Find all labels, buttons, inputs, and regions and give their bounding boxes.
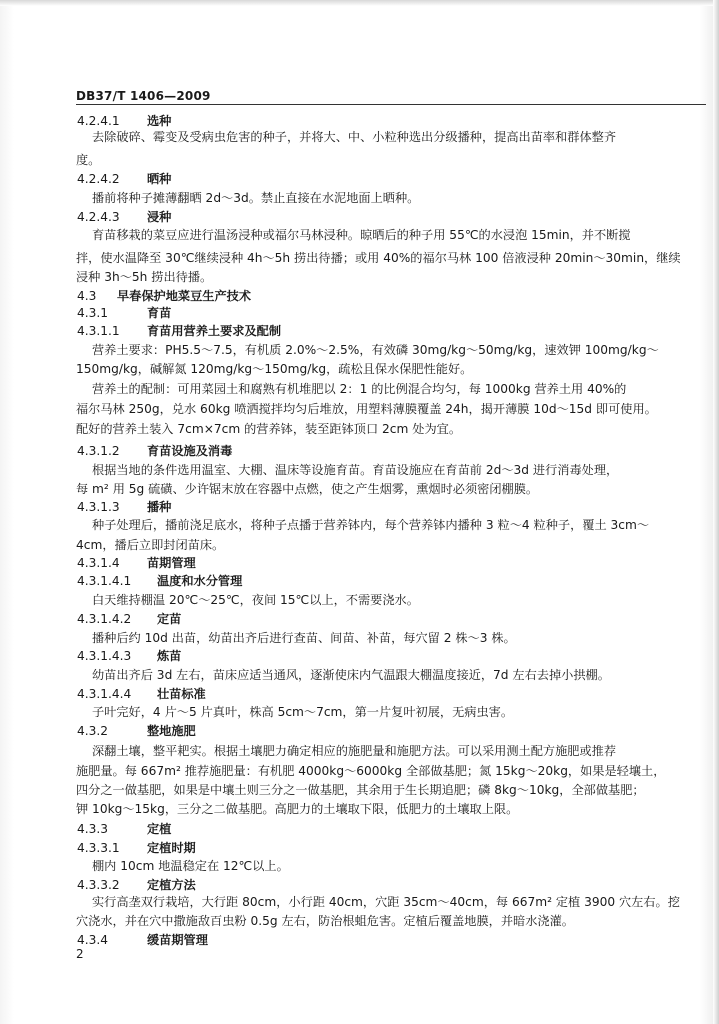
section-heading [77, 288, 251, 304]
section-heading [77, 555, 196, 571]
section-title: 温度和水分管理 [157, 574, 243, 588]
header-rule [76, 104, 706, 105]
paragraph-line: 实行高垄双行栽培，大行距 80cm，小行距 40cm，穴距 35cm～40cm，每 667m² 定植 3900 穴左右。挖 [92, 895, 680, 909]
scan-edge [713, 0, 719, 1024]
section-title: 整地施肥 [147, 724, 196, 738]
section-title: 定植时期 [147, 841, 196, 855]
paragraph-continuation: 浸种 3h～5h 捞出待播。 [76, 270, 213, 284]
section-heading [77, 171, 171, 187]
paragraph-line: 子叶完好，4 片～5 片真叶，株高 5cm～7cm，第一片复叶初展，无病虫害。 [92, 705, 514, 719]
section-number: 4.3.3.2 [77, 878, 120, 892]
paragraph-line: 营养土的配制：可用菜园土和腐熟有机堆肥以 2：1 的比例混合均匀，每 1000kg 营养土用 40%的 [92, 382, 627, 396]
paragraph-continuation: 拌，使水温降至 30℃继续浸种 4h～5h 捞出待播；或用 40%的福尔马林 100 倍液浸种 20min～30min，继续 [76, 251, 681, 265]
paragraph-continuation: 施肥量。每 667m² 推荐施肥量：有机肥 4000kg～6000kg 全部做基肥；氮 15kg～20kg，如果是轻壤土， [76, 764, 666, 778]
paragraph-line: 去除破碎、霉变及受病虫危害的种子，并将大、中、小粒种选出分级播种，提高出苗率和群体整齐 [92, 130, 617, 144]
standard-code: DB37/T 1406—2009 [76, 89, 211, 103]
section-heading [77, 573, 242, 589]
paragraph-continuation: 钾 10kg～15kg，三分之二做基肥。高肥力的土壤取下限，低肥力的土壤取上限。 [76, 802, 519, 816]
section-heading [77, 305, 171, 321]
section-heading [77, 113, 171, 129]
paragraph-line: 育苗移栽的菜豆应进行温汤浸种或福尔马林浸种。晾晒后的种子用 55℃的水浸泡 15min，并不断搅 [92, 228, 631, 242]
section-title: 定植方法 [147, 878, 196, 892]
paragraph-continuation: 150mg/kg，碱解氮 120mg/kg～150mg/kg，疏松且保水保肥性能好。 [76, 362, 473, 376]
section-number: 4.2.4.1 [77, 114, 120, 128]
section-title: 早春保护地菜豆生产技术 [117, 289, 252, 303]
paragraph-line: 营养土要求：PH5.5～7.5，有机质 2.0%～2.5%，有效磷 30mg/kg～50mg/kg，速效钾 100mg/kg～ [92, 343, 659, 357]
section-number: 4.3.1 [77, 306, 109, 320]
section-number: 4.3.3 [77, 822, 109, 836]
section-title: 育苗 [147, 306, 172, 320]
section-number: 4.3 [77, 289, 97, 303]
paragraph-continuation: 每 m² 用 5g 硫磺、少许锯末放在容器中点燃，使之产生烟雾，熏烟时必须密闭棚膜。 [76, 482, 539, 496]
paragraph-continuation: 穴浇水，并在穴中撒施敌百虫粉 0.5g 左右，防治根蛆危害。定植后覆盖地膜，并暗水浇灌。 [76, 914, 574, 928]
paragraph-continuation: 四分之一做基肥，如果是中壤土则三分之一做基肥，其余用于生长期追肥；磷 8kg～10kg，全部做基肥； [76, 783, 645, 797]
paragraph-line: 种子处理后，播前浇足底水，将种子点播于营养钵内，每个营养钵内播种 3 粒～4 粒种子，覆土 3cm～ [92, 518, 650, 532]
paragraph-continuation: 配好的营养土装入 7cm×7cm 的营养钵，装至距钵顶口 2cm 处为宜。 [76, 422, 462, 436]
page-number: 2 [76, 947, 84, 961]
section-title: 壮苗标准 [157, 687, 206, 701]
paragraph-line: 播种后约 10d 出苗，幼苗出齐后进行查苗、间苗、补苗，每穴留 2 株～3 株。 [92, 631, 516, 645]
paragraph-continuation: 福尔马林 250g，兑水 60kg 喷洒搅拌均匀后堆放，用塑料薄膜覆盖 24h，揭开薄膜 10d～15d 即可使用。 [76, 402, 657, 416]
section-number: 4.2.4.3 [77, 210, 120, 224]
paragraph-line: 白天维持棚温 20℃～25℃，夜间 15℃以上，不需要浇水。 [92, 593, 419, 607]
section-title: 选种 [147, 114, 172, 128]
section-heading [77, 443, 232, 459]
section-heading [77, 821, 171, 837]
section-heading [77, 648, 181, 664]
section-title: 定植 [147, 822, 172, 836]
section-number: 4.3.4 [77, 933, 109, 947]
paragraph-line: 播前将种子摊薄翻晒 2d～3d。禁止直接在水泥地面上晒种。 [92, 191, 420, 205]
section-title: 缓苗期管理 [147, 933, 208, 947]
section-heading [77, 611, 181, 627]
section-number: 4.3.1.1 [77, 324, 120, 338]
section-heading [77, 499, 171, 515]
paragraph-line: 深翻土壤，整平耙实。根据土壤肥力确定相应的施肥量和施肥方法。可以采用测土配方施肥或推荐 [92, 744, 617, 758]
section-number: 4.3.1.4.4 [77, 687, 132, 701]
section-heading [77, 686, 206, 702]
section-title: 育苗设施及消毒 [147, 444, 233, 458]
section-number: 4.3.1.4.3 [77, 649, 132, 663]
section-heading [77, 840, 196, 856]
section-title: 苗期管理 [147, 556, 196, 570]
paragraph-line: 根据当地的条件选用温室、大棚、温床等设施育苗。育苗设施应在育苗前 2d～3d 进行消毒处理， [92, 463, 619, 477]
scan-edge [0, 0, 719, 6]
paragraph-line: 幼苗出齐后 3d 左右，苗床应适当通风，逐渐使床内气温跟大棚温度接近，7d 左右去掉小拱棚。 [92, 668, 610, 682]
section-heading [77, 932, 208, 948]
section-heading [77, 323, 281, 339]
section-number: 4.3.1.2 [77, 444, 120, 458]
section-title: 浸种 [147, 210, 172, 224]
section-title: 育苗用营养土要求及配制 [147, 324, 282, 338]
section-title: 播种 [147, 500, 172, 514]
section-number: 4.3.1.4.2 [77, 612, 132, 626]
section-number: 4.3.1.3 [77, 500, 120, 514]
section-title: 炼苗 [157, 649, 182, 663]
section-title: 晒种 [147, 172, 172, 186]
paragraph-continuation: 度。 [76, 153, 101, 167]
paragraph-continuation: 4cm，播后立即封闭苗床。 [76, 538, 225, 552]
section-number: 4.3.3.1 [77, 841, 120, 855]
section-heading [77, 877, 196, 893]
section-number: 4.3.1.4.1 [77, 574, 132, 588]
section-heading [77, 209, 171, 225]
section-number: 4.2.4.2 [77, 172, 120, 186]
section-number: 4.3.1.4 [77, 556, 120, 570]
section-title: 定苗 [157, 612, 182, 626]
section-number: 4.3.2 [77, 724, 109, 738]
section-heading [77, 723, 196, 739]
paragraph-line: 棚内 10cm 地温稳定在 12℃以上。 [92, 859, 289, 873]
